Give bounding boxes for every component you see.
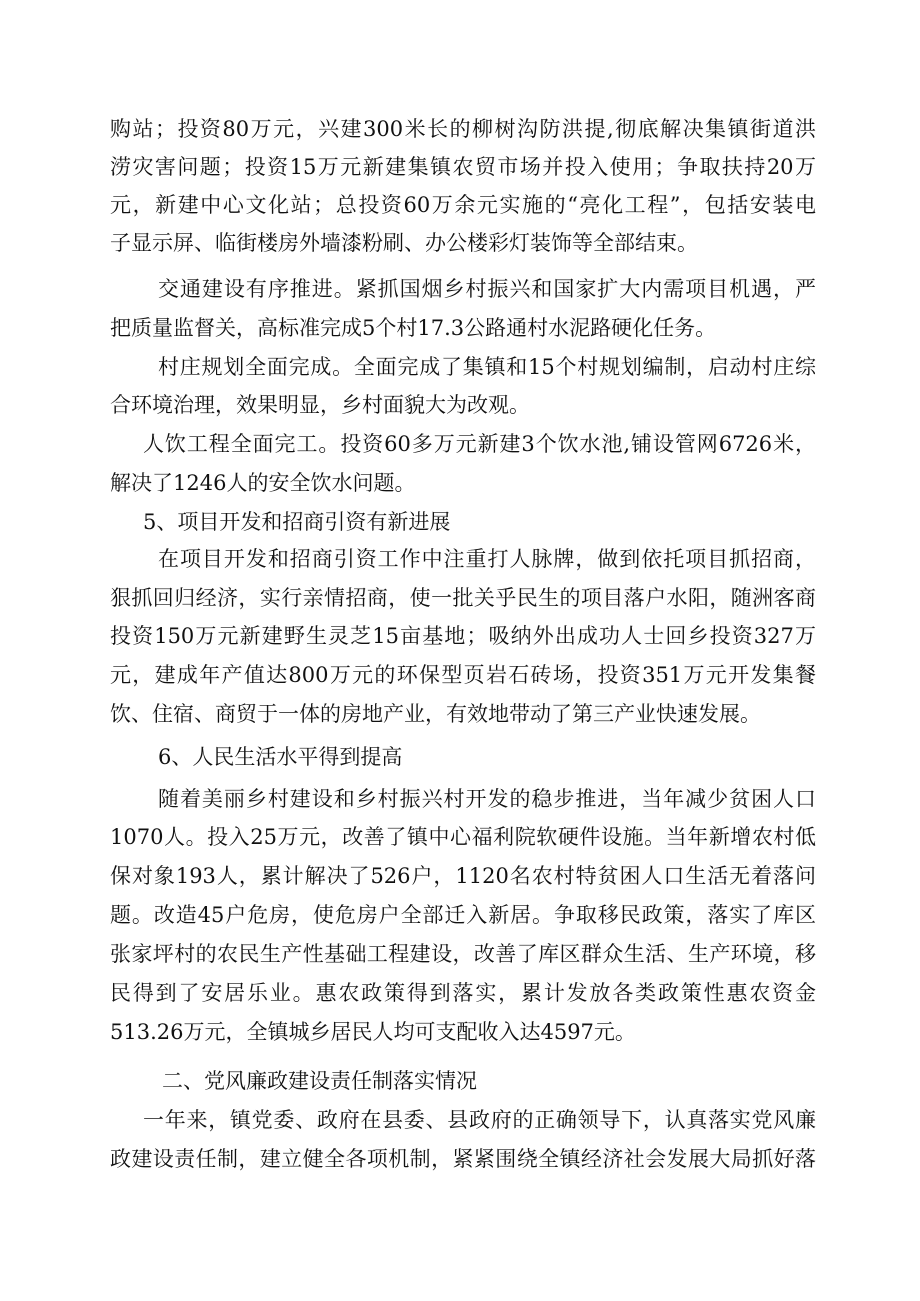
- text-line: 随着美丽乡村建设和乡村振兴村开发的稳步推进，当年减少贫困人口: [158, 787, 816, 811]
- text-line: 民得到了安居乐业。惠农政策得到落实，累计发放各类政策性惠农资金: [110, 981, 816, 1005]
- text-line: 把质量监督关，高标准完成5个村17.3公路通村水泥路硬化任务。: [110, 316, 717, 340]
- text-line: 涝灾害问题；投资15万元新建集镇农贸市场并投入使用；争取扶持20万: [110, 155, 816, 179]
- text-line: 1070人。投入25万元，改善了镇中心福利院软硬件设施。当年新增农村低: [110, 825, 816, 849]
- section-heading: 5、项目开发和招商引资有新进展: [143, 510, 451, 534]
- text-line: 购站；投资80万元，兴建300米长的柳树沟防洪提,彻底解决集镇街道洪: [110, 117, 816, 141]
- section-heading: 二、党风廉政建设责任制落实情况: [162, 1069, 477, 1093]
- text-line: 人饮工程全面完工。投资60多万元新建3个饮水池,铺设管网6726米，: [143, 432, 816, 456]
- text-line: 元，新建中心文化站；总投资60万余元实施的“亮化工程”，包括安装电: [110, 193, 816, 217]
- text-line: 狠抓回归经济，实行亲情招商，使一批关乎民生的项目落户水阳，随洲客商: [110, 586, 816, 610]
- text-line: 元，建成年产值达800万元的环保型页岩石砖场，投资351万元开发集餐: [110, 663, 816, 687]
- text-line: 投资150万元新建野生灵芝15亩基地；吸纳外出成功人士回乡投资327万: [110, 624, 816, 648]
- text-line: 保对象193人，累计解决了526户，1120名农村特贫困人口生活无着落问: [110, 864, 816, 888]
- text-line: 一年来，镇党委、政府在县委、县政府的正确领导下，认真落实党风廉: [143, 1108, 816, 1132]
- text-line: 政建设责任制，建立健全各项机制，紧紧围绕全镇经济社会发展大局抓好落: [110, 1147, 816, 1171]
- text-line: 饮、住宿、商贸于一体的房地产业，有效地带动了第三产业快速发展。: [110, 702, 761, 726]
- text-line: 在项目开发和招商引资工作中注重打人脉牌，做到依托项目抓招商，: [158, 547, 816, 571]
- text-line: 解决了1246人的安全饮水问题。: [110, 471, 416, 495]
- text-line: 513.26万元，全镇城乡居民人均可支配收入达4597元。: [110, 1020, 636, 1044]
- section-heading: 6、人民生活水平得到提高: [158, 745, 403, 769]
- text-line: 张家坪村的农民生产性基础工程建设，改善了库区群众生活、生产环境，移: [110, 942, 816, 966]
- text-line: 合环境治理，效果明显，乡村面貌大为改观。: [110, 393, 530, 417]
- text-line: 交通建设有序推进。紧抓国烟乡村振兴和国家扩大内需项目机遇，严: [158, 277, 816, 301]
- text-line: 题。改造45户危房，使危房户全部迁入新居。争取移民政策，落实了库区: [110, 903, 816, 927]
- text-line: 子显示屏、临街楼房外墙漆粉刷、办公楼彩灯装饰等全部结束。: [110, 231, 698, 255]
- text-line: 村庄规划全面完成。全面完成了集镇和15个村规划编制，启动村庄综: [158, 355, 816, 379]
